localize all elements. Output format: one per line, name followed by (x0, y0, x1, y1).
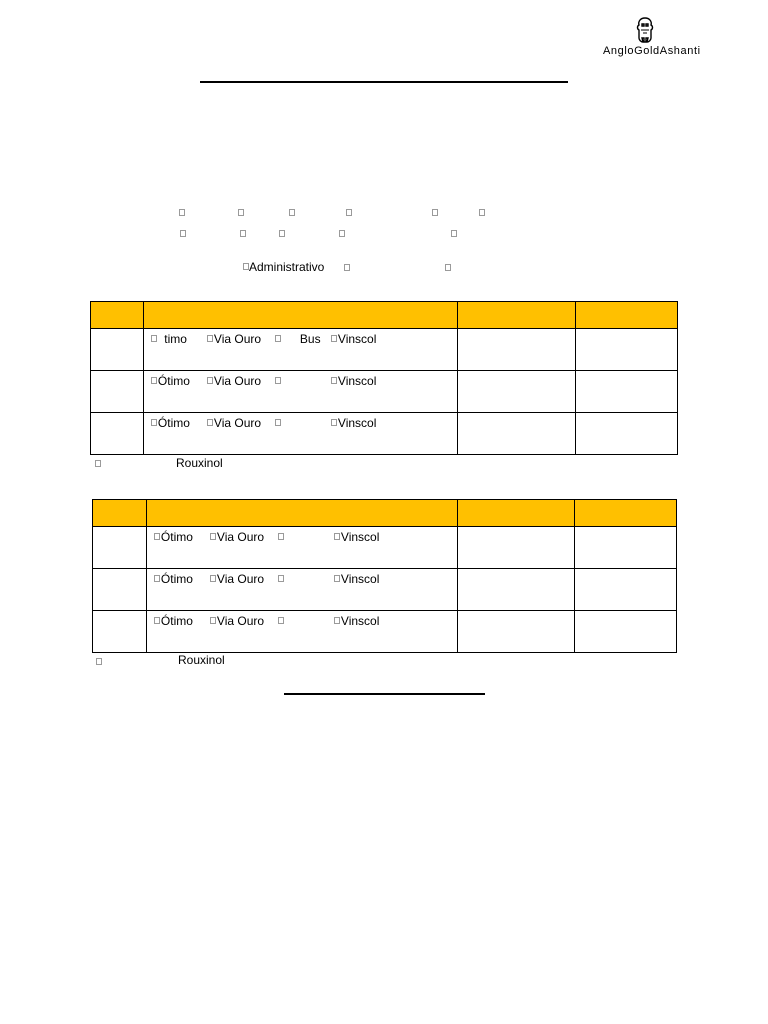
table-cell (91, 371, 144, 413)
table-cell (575, 611, 677, 653)
checkbox[interactable] (331, 377, 337, 384)
checkbox[interactable] (331, 419, 337, 426)
checkbox[interactable] (331, 335, 337, 342)
lion-icon (633, 16, 657, 44)
option-vinscol[interactable]: Vinscol (331, 332, 376, 346)
table-cell (93, 611, 147, 653)
option-bus[interactable]: Bus (275, 332, 321, 346)
option-via-ouro[interactable]: Via Ouro (207, 332, 261, 346)
admin-label: Administrativo (249, 260, 325, 274)
schedule-table-2 (92, 499, 677, 653)
option-vinscol[interactable]: Vinscol (334, 614, 379, 628)
option-otimo[interactable]: Ótimo (154, 572, 193, 586)
checkbox[interactable] (207, 335, 213, 342)
checkbox[interactable] (344, 264, 350, 271)
option-otimo[interactable]: Ótimo (154, 530, 193, 544)
checkbox[interactable] (279, 230, 285, 237)
option-via-ouro[interactable]: Via Ouro (210, 572, 264, 586)
table-cell (575, 569, 677, 611)
checkbox[interactable] (346, 209, 352, 216)
checkbox[interactable] (154, 617, 160, 624)
checkbox[interactable] (432, 209, 438, 216)
options-cell (146, 569, 457, 611)
signature-line (284, 693, 485, 695)
header-cell (576, 302, 678, 329)
options-cell (146, 611, 457, 653)
option-via-ouro[interactable]: Via Ouro (210, 614, 264, 628)
option-bus[interactable] (275, 416, 282, 430)
checkbox[interactable] (278, 533, 284, 540)
checkbox[interactable] (275, 335, 281, 342)
table-cell (458, 569, 575, 611)
option-otimo[interactable]: Ótimo (154, 614, 193, 628)
checkbox[interactable] (243, 263, 249, 270)
options-cell (143, 413, 457, 455)
option-bus[interactable] (278, 614, 285, 628)
table-cell (458, 413, 576, 455)
checkbox[interactable] (451, 230, 457, 237)
checkbox[interactable] (154, 575, 160, 582)
checkbox[interactable] (275, 419, 281, 426)
table-cell (458, 371, 576, 413)
checkbox[interactable] (151, 377, 157, 384)
table-cell (575, 527, 677, 569)
option-bus[interactable] (278, 530, 285, 544)
option-via-ouro[interactable]: Via Ouro (207, 416, 261, 430)
checkbox[interactable] (151, 419, 157, 426)
option-vinscol[interactable]: Vinscol (331, 374, 376, 388)
logo-wordmark: AngloGoldAshanti (603, 45, 701, 57)
checkbox[interactable] (334, 533, 340, 540)
header-cell (458, 302, 576, 329)
table-row (91, 413, 678, 455)
checkbox[interactable] (207, 419, 213, 426)
header-cell (91, 302, 144, 329)
table-row (93, 569, 677, 611)
checkbox[interactable] (445, 264, 451, 271)
rouxinol-label: Rouxinol (176, 456, 223, 470)
options-cell (143, 371, 457, 413)
option-bus[interactable] (278, 572, 285, 586)
checkbox[interactable] (96, 658, 102, 665)
checkbox[interactable] (95, 460, 101, 467)
checkbox[interactable] (207, 377, 213, 384)
option-otimo[interactable]: Ótimo (151, 416, 190, 430)
options-cell (146, 527, 457, 569)
options-cell (143, 329, 457, 371)
table-cell (576, 329, 678, 371)
checkbox[interactable] (151, 335, 157, 342)
table-cell (576, 413, 678, 455)
option-otimo[interactable]: Ótimo (151, 374, 190, 388)
checkbox[interactable] (339, 230, 345, 237)
checkbox[interactable] (238, 209, 244, 216)
checkbox[interactable] (210, 533, 216, 540)
checkbox[interactable] (278, 575, 284, 582)
checkbox[interactable] (289, 209, 295, 216)
table-row (91, 329, 678, 371)
header-cell (143, 302, 457, 329)
checkbox[interactable] (275, 377, 281, 384)
table-row (91, 371, 678, 413)
header-cell (93, 500, 147, 527)
checkbox[interactable] (479, 209, 485, 216)
checkbox[interactable] (210, 617, 216, 624)
option-bus[interactable] (275, 374, 282, 388)
checkbox[interactable] (334, 617, 340, 624)
option-vinscol[interactable]: Vinscol (334, 572, 379, 586)
option-vinscol[interactable]: Vinscol (334, 530, 379, 544)
rouxinol-label: Rouxinol (178, 653, 225, 667)
checkbox[interactable] (278, 617, 284, 624)
company-logo (603, 16, 743, 60)
header-cell (458, 500, 575, 527)
checkbox[interactable] (240, 230, 246, 237)
checkbox[interactable] (154, 533, 160, 540)
admin-option[interactable] (243, 260, 324, 274)
table-cell (91, 329, 144, 371)
table-cell (458, 329, 576, 371)
option-via-ouro[interactable]: Via Ouro (207, 374, 261, 388)
header-cell (575, 500, 677, 527)
table-header-row (93, 500, 677, 527)
title-underline (200, 81, 568, 83)
table-cell (458, 527, 575, 569)
table-row (93, 611, 677, 653)
checkbox[interactable] (210, 575, 216, 582)
table-cell (458, 611, 575, 653)
table-cell (93, 569, 147, 611)
table-cell (93, 527, 147, 569)
table-cell (91, 413, 144, 455)
checkbox[interactable] (334, 575, 340, 582)
schedule-table-1 (90, 301, 678, 455)
checkbox[interactable] (180, 230, 186, 237)
table-row (93, 527, 677, 569)
option-otimo[interactable]: timo (151, 332, 187, 346)
option-via-ouro[interactable]: Via Ouro (210, 530, 264, 544)
header-cell (146, 500, 457, 527)
table-header-row (91, 302, 678, 329)
table-cell (576, 371, 678, 413)
checkbox[interactable] (179, 209, 185, 216)
option-vinscol[interactable]: Vinscol (331, 416, 376, 430)
